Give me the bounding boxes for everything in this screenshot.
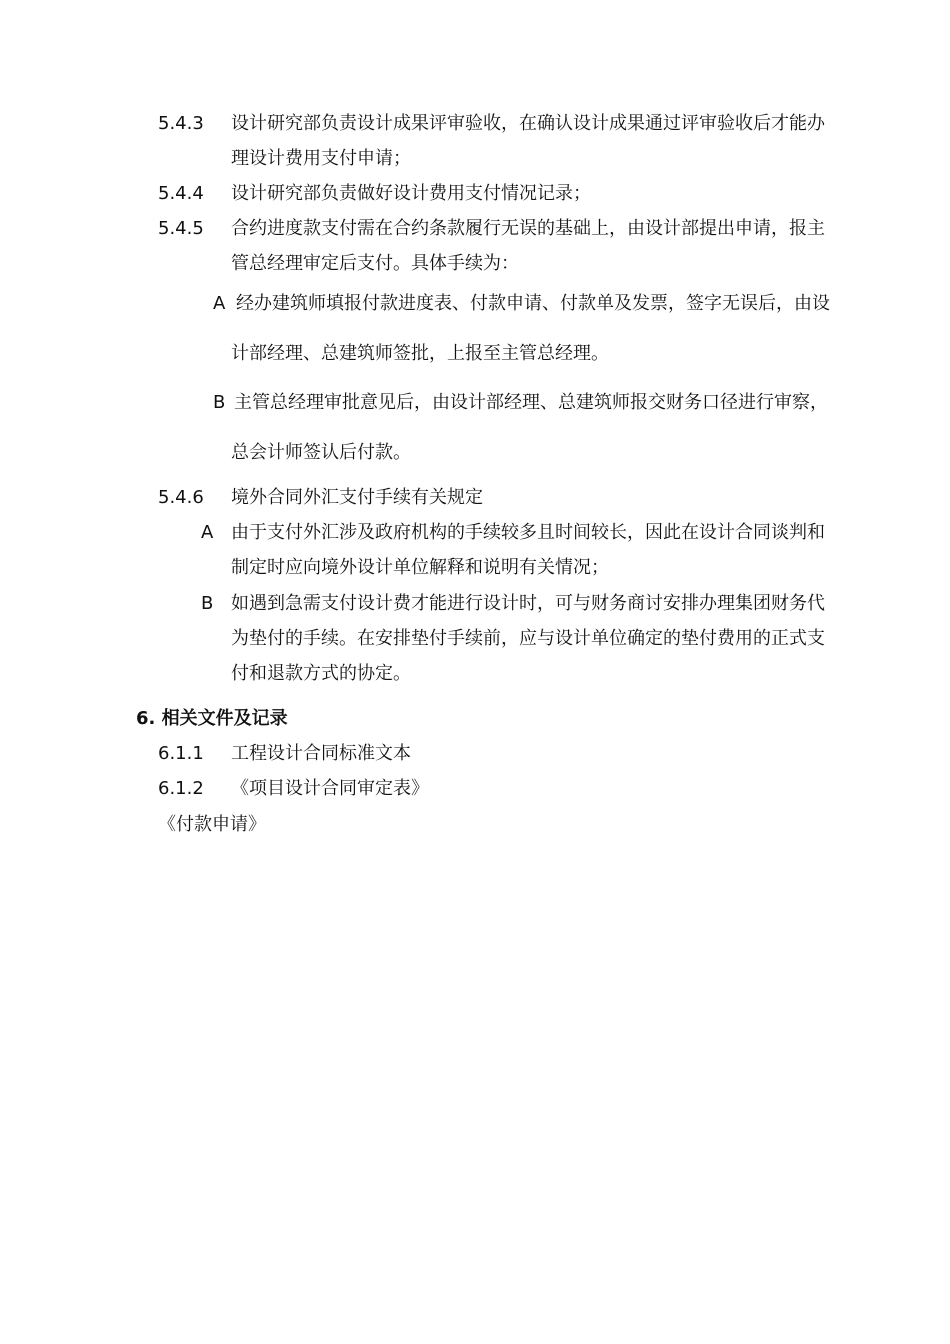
- item-543-line-2: 理设计费用支付申请；: [231, 148, 411, 169]
- item-number-611: 6.1.1: [158, 743, 204, 764]
- step-546-b-line-1: 如遇到急需支付设计费才能进行设计时，可与财务商讨安排办理集团财务代: [231, 593, 825, 614]
- item-546-title: 境外合同外汇支付手续有关规定: [231, 487, 483, 508]
- step-545-a-letter: A: [213, 293, 226, 314]
- item-number-546: 5.4.6: [158, 487, 204, 508]
- step-545-b-letter: B: [213, 392, 226, 413]
- item-543-line-1: 设计研究部负责设计成果评审验收，在确认设计成果通过评审验收后才能办: [231, 113, 825, 134]
- item-611-text: 工程设计合同标准文本: [231, 743, 411, 764]
- item-number-545: 5.4.5: [158, 218, 204, 239]
- item-545-line-2: 管总经理审定后支付。具体手续为：: [231, 253, 519, 274]
- item-612-text: 《项目设计合同审定表》: [231, 778, 429, 799]
- step-546-a-letter: A: [201, 522, 214, 543]
- step-545-b-line-2: 总会计师签认后付款。: [231, 442, 411, 463]
- item-number-544: 5.4.4: [158, 183, 204, 204]
- step-546-b-line-3: 付和退款方式的协定。: [231, 663, 411, 684]
- item-544-line-1: 设计研究部负责做好设计费用支付情况记录；: [231, 183, 591, 204]
- item-number-543: 5.4.3: [158, 113, 204, 134]
- item-545-line-1: 合约进度款支付需在合约条款履行无误的基础上，由设计部提出申请，报主: [231, 218, 825, 239]
- step-546-b-letter: B: [201, 593, 214, 614]
- step-545-a-line-1: 经办建筑师填报付款进度表、付款申请、付款单及发票，签字无误后，由设: [236, 293, 830, 314]
- item-number-612: 6.1.2: [158, 778, 204, 799]
- step-546-a-line-1: 由于支付外汇涉及政府机构的手续较多且时间较长，因此在设计合同谈判和: [231, 522, 825, 543]
- step-545-a-line-2: 计部经理、总建筑师签批，上报至主管总经理。: [231, 343, 609, 364]
- section-6-heading: 6. 相关文件及记录: [136, 708, 288, 729]
- step-546-b-line-2: 为垫付的手续。在安排垫付手续前，应与设计单位确定的垫付费用的正式支: [231, 628, 825, 649]
- step-545-b-line-1: 主管总经理审批意见后，由设计部经理、总建筑师报交财务口径进行审察，: [234, 392, 828, 413]
- payment-application-ref: 《付款申请》: [158, 814, 266, 835]
- step-546-a-line-2: 制定时应向境外设计单位解释和说明有关情况；: [231, 557, 609, 578]
